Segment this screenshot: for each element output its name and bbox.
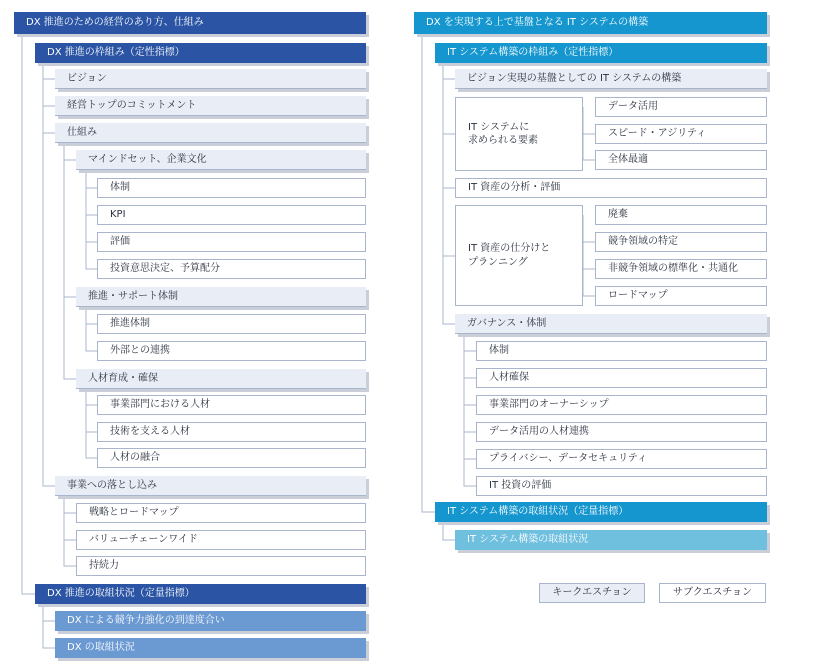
right-governance-item-text: データ活用の人材連携	[489, 426, 589, 438]
left-quantitative-header	[35, 584, 366, 604]
left-business-text: 事業への落とし込み	[67, 479, 157, 491]
right-requirements-item	[595, 150, 767, 170]
right-governance-text: ガバナンス・体制	[467, 317, 547, 329]
left-business-item	[76, 530, 366, 550]
right-quant-item-text: IT システム構築の取組状況	[467, 534, 589, 546]
left-mindset	[76, 150, 366, 170]
right-asset-analysis	[455, 178, 767, 198]
left-hr-item-text: 技術を支える人材	[110, 426, 190, 438]
legend-key-question	[539, 583, 645, 603]
left-hr-item-text: 事業部門における人材	[110, 399, 210, 411]
left-mindset-text: マインドセット、企業文化	[88, 153, 207, 165]
left-mindset-item-text: 評価	[110, 236, 130, 248]
left-business-item	[76, 556, 366, 576]
left-support	[76, 287, 366, 307]
connector-left-qual	[43, 62, 55, 486]
connector-left-root	[22, 30, 35, 594]
right-title-text: DX を実現する上で基盤となる IT システムの構築	[426, 17, 649, 29]
left-vision-text: ビジョン	[67, 72, 107, 84]
left-vision	[55, 69, 366, 89]
left-hr-item	[97, 395, 366, 415]
left-support-item	[97, 341, 366, 361]
connector-left-support	[86, 307, 97, 351]
right-governance-item-text: 事業部門のオーナーシップ	[489, 399, 609, 411]
right-requirements-item	[595, 124, 767, 144]
legend-key-question-text: キークエスチョン	[552, 587, 632, 599]
left-hr-item	[97, 448, 366, 468]
right-quantitative-text: IT システム構築の取組状況（定量指標）	[447, 506, 629, 518]
connector-left-hr	[86, 389, 97, 458]
connector-right-governance	[464, 334, 476, 486]
left-title	[14, 12, 366, 34]
left-mindset-item	[97, 232, 366, 252]
connector-right-planning	[583, 215, 595, 296]
right-governance-item	[476, 422, 767, 442]
right-quantitative-header	[435, 502, 767, 522]
right-qualitative-header	[435, 43, 767, 63]
left-mindset-item	[97, 259, 366, 279]
legend-sub-question-text: サブクエスチョン	[673, 587, 752, 599]
connector-right-quant	[443, 522, 455, 540]
left-mechanism	[55, 123, 366, 143]
left-commitment-text: 経営トップのコミットメント	[67, 99, 197, 111]
left-hr-item	[97, 422, 366, 442]
connector-right-root	[422, 30, 435, 512]
left-support-item	[97, 314, 366, 334]
left-mindset-item	[97, 178, 366, 198]
left-hr-text: 人材育成・確保	[88, 372, 158, 384]
left-title-text: DX 推進のための経営のあり方、仕組み	[26, 17, 204, 29]
right-qualitative-text: IT システム構築の枠組み（定性指標）	[447, 47, 619, 59]
right-planning-item	[595, 232, 767, 252]
right-planning-item-text: 競争領域の特定	[608, 236, 678, 248]
right-requirements-item	[595, 97, 767, 117]
left-quant-item-text: DX による競争力強化の到達度合い	[67, 615, 225, 627]
right-requirements-label	[455, 97, 583, 171]
right-governance-item	[476, 476, 767, 496]
left-support-text: 推進・サポート体制	[88, 290, 178, 302]
left-mechanism-text: 仕組み	[67, 126, 97, 138]
right-planning-item-text: 非競争領域の標準化・共通化	[608, 263, 738, 275]
left-quant-item	[55, 611, 366, 631]
left-business-item-text: 持続力	[89, 560, 119, 572]
right-governance	[455, 314, 767, 334]
left-business-item-text: 戦略とロードマップ	[89, 507, 179, 519]
right-planning-item-text: ロードマップ	[608, 290, 668, 302]
right-governance-item	[476, 395, 767, 415]
left-quant-item-text: DX の取組状況	[67, 642, 135, 654]
right-requirements-label-line: IT システムに	[468, 121, 530, 133]
right-governance-item-text: プライバシー、データセキュリティ	[489, 453, 648, 465]
right-governance-item	[476, 449, 767, 469]
left-qualitative-text: DX 推進の枠組み（定性指標）	[47, 47, 185, 59]
left-hr-item-text: 人材の融合	[110, 452, 160, 464]
connector-left-mechanism	[64, 143, 76, 379]
left-commitment	[55, 96, 366, 116]
left-support-item-text: 外部との連携	[110, 345, 170, 357]
right-governance-item	[476, 368, 767, 388]
left-business	[55, 476, 366, 496]
left-business-item	[76, 503, 366, 523]
right-vision-build	[455, 69, 767, 89]
right-requirements-item-text: データ活用	[608, 101, 658, 113]
right-requirements-label-line: 求められる要素	[468, 135, 538, 146]
right-governance-item-text: 人材確保	[489, 372, 529, 384]
left-mindset-item-text: 投資意思決定、予算配分	[110, 263, 220, 275]
right-asset-planning-label-line: プランニング	[468, 256, 528, 268]
right-governance-item-text: 体制	[489, 345, 509, 357]
connector-left-quant	[43, 604, 55, 648]
left-qualitative-header	[35, 43, 366, 63]
connector-left-mindset	[86, 170, 97, 269]
right-planning-item	[595, 286, 767, 306]
connector-right-qual	[443, 62, 455, 324]
right-requirements-item-text: スピード・アジリティ	[608, 128, 707, 140]
right-vision-build-text: ビジョン実現の基盤としての IT システムの構築	[467, 72, 682, 84]
left-hr	[76, 369, 366, 389]
right-planning-item	[595, 259, 767, 279]
right-title	[414, 12, 767, 34]
left-quantitative-text: DX 推進の取組状況（定量指標）	[47, 588, 195, 600]
right-asset-planning-label-line: IT 資産の仕分けと	[468, 243, 551, 254]
right-planning-item-text: 廃棄	[608, 209, 628, 221]
right-governance-item-text: IT 投資の評価	[489, 480, 552, 492]
right-asset-planning-label	[455, 205, 583, 306]
left-support-item-text: 推進体制	[110, 318, 150, 330]
left-quant-item	[55, 638, 366, 658]
left-mindset-item	[97, 205, 366, 225]
left-mindset-item-text: KPI	[110, 209, 126, 221]
right-governance-item	[476, 341, 767, 361]
right-requirements-item-text: 全体最適	[608, 154, 648, 166]
left-business-item-text: バリューチェーンワイド	[89, 534, 198, 546]
right-quant-item	[455, 530, 767, 550]
legend-sub-question	[659, 583, 766, 603]
left-mindset-item-text: 体制	[110, 182, 130, 194]
right-asset-analysis-text: IT 資産の分析・評価	[468, 182, 561, 194]
connector-left-business	[64, 496, 76, 566]
right-planning-item	[595, 205, 767, 225]
